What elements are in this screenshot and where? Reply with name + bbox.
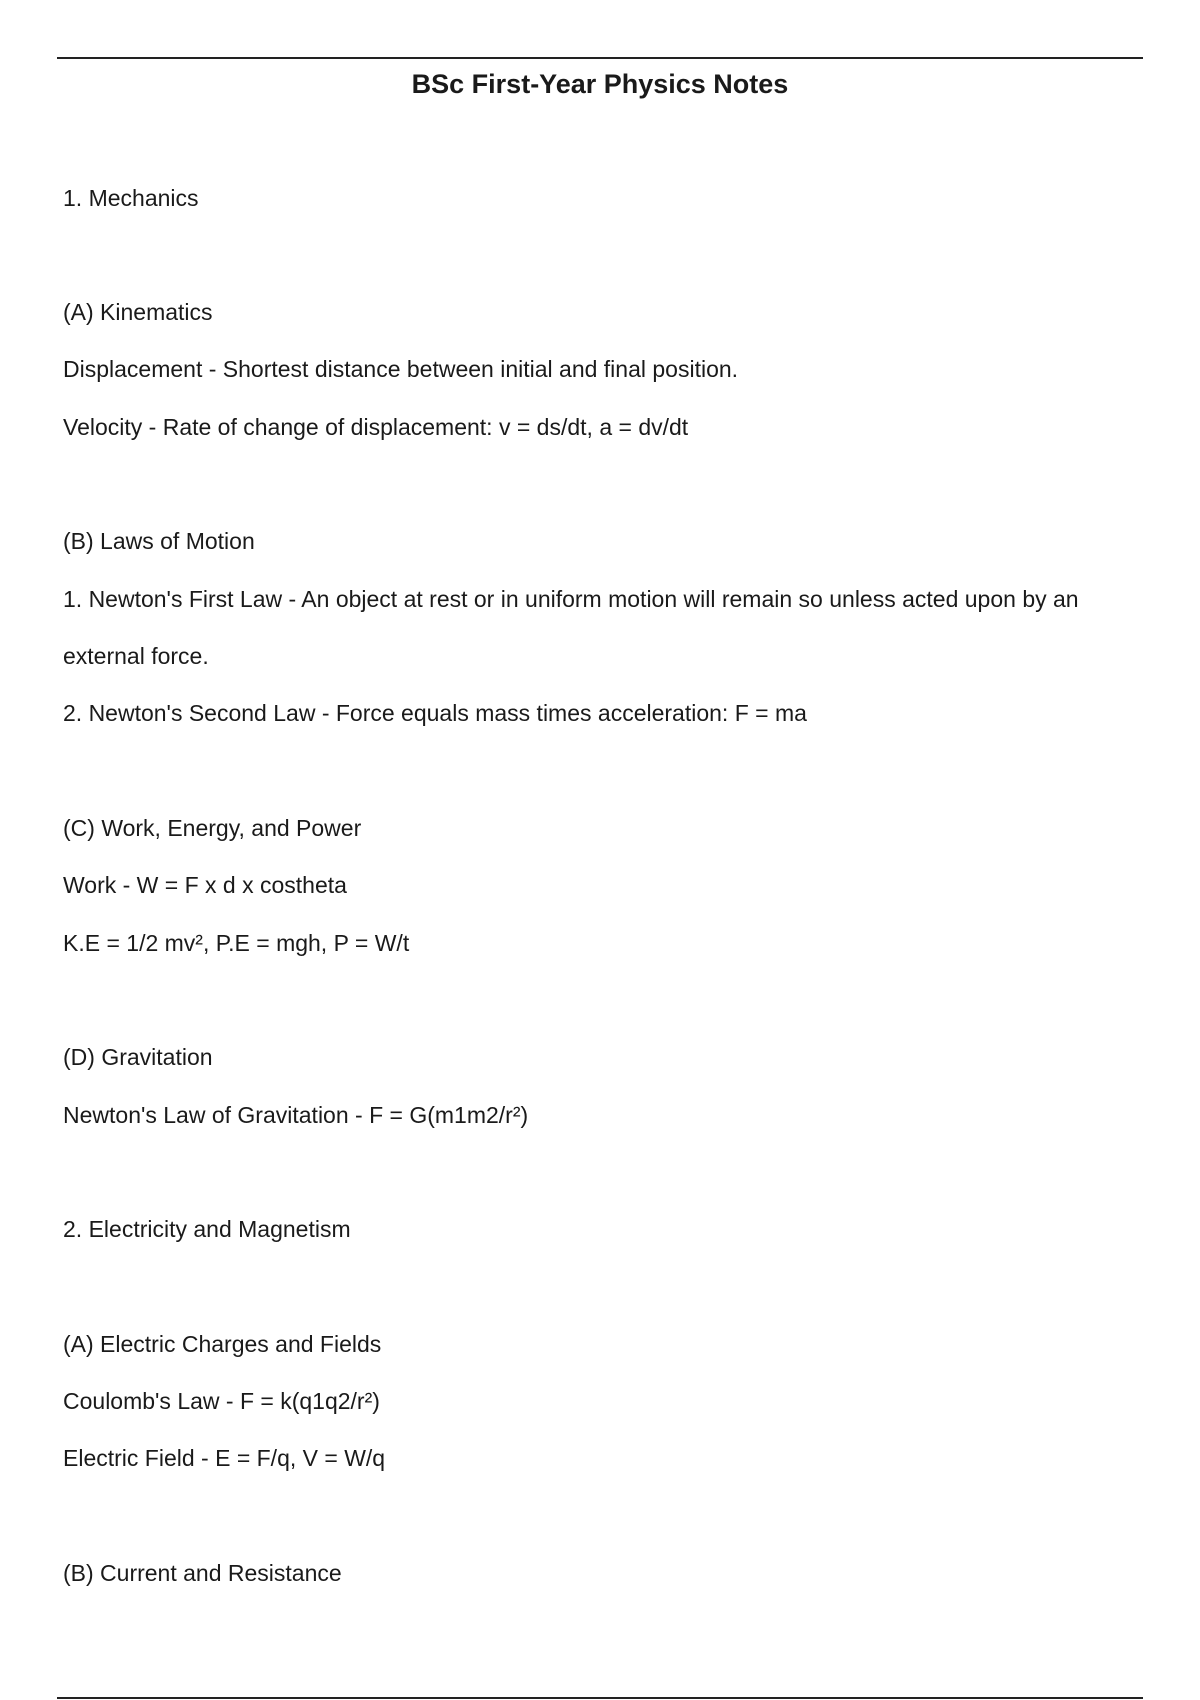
note-work-formula: Work - W = F x d x costheta — [63, 872, 347, 898]
subsection-heading-current-resistance: (B) Current and Resistance — [63, 1560, 342, 1586]
subsection-heading-electric-charges-fields: (A) Electric Charges and Fields — [63, 1331, 382, 1357]
top-rule — [57, 57, 1143, 59]
note-displacement: Displacement - Shortest distance between initial and final position. — [63, 356, 739, 382]
subsection-heading-gravitation: (D) Gravitation — [63, 1044, 213, 1070]
note-energy-power-formulas: K.E = 1/2 mv², P.E = mgh, P = W/t — [63, 930, 410, 956]
subsection-heading-kinematics: (A) Kinematics — [63, 299, 213, 325]
bottom-rule — [57, 1697, 1143, 1699]
note-law-of-gravitation: Newton's Law of Gravitation - F = G(m1m2/r²) — [63, 1102, 529, 1128]
subsection-heading-work-energy-power: (C) Work, Energy, and Power — [63, 815, 362, 841]
subsection-heading-laws-of-motion: (B) Laws of Motion — [63, 528, 255, 554]
note-coulombs-law: Coulomb's Law - F = k(q1q2/r²) — [63, 1388, 380, 1414]
page-title: BSc First-Year Physics Notes — [411, 69, 789, 99]
note-electric-field: Electric Field - E = F/q, V = W/q — [63, 1445, 386, 1471]
note-newton-first-law: 1. Newton's First Law - An object at rest or in uniform motion will remain so unless acted upon by an — [63, 586, 1079, 612]
note-newton-second-law: 2. Newton's Second Law - Force equals mass times acceleration: F = ma — [63, 700, 807, 726]
note-newton-first-law-continued: external force. — [63, 643, 209, 669]
section-heading-electricity-magnetism: 2. Electricity and Magnetism — [63, 1216, 351, 1242]
section-heading-mechanics: 1. Mechanics — [63, 185, 199, 211]
note-velocity: Velocity - Rate of change of displacement: v = ds/dt, a = dv/dt — [63, 414, 689, 440]
